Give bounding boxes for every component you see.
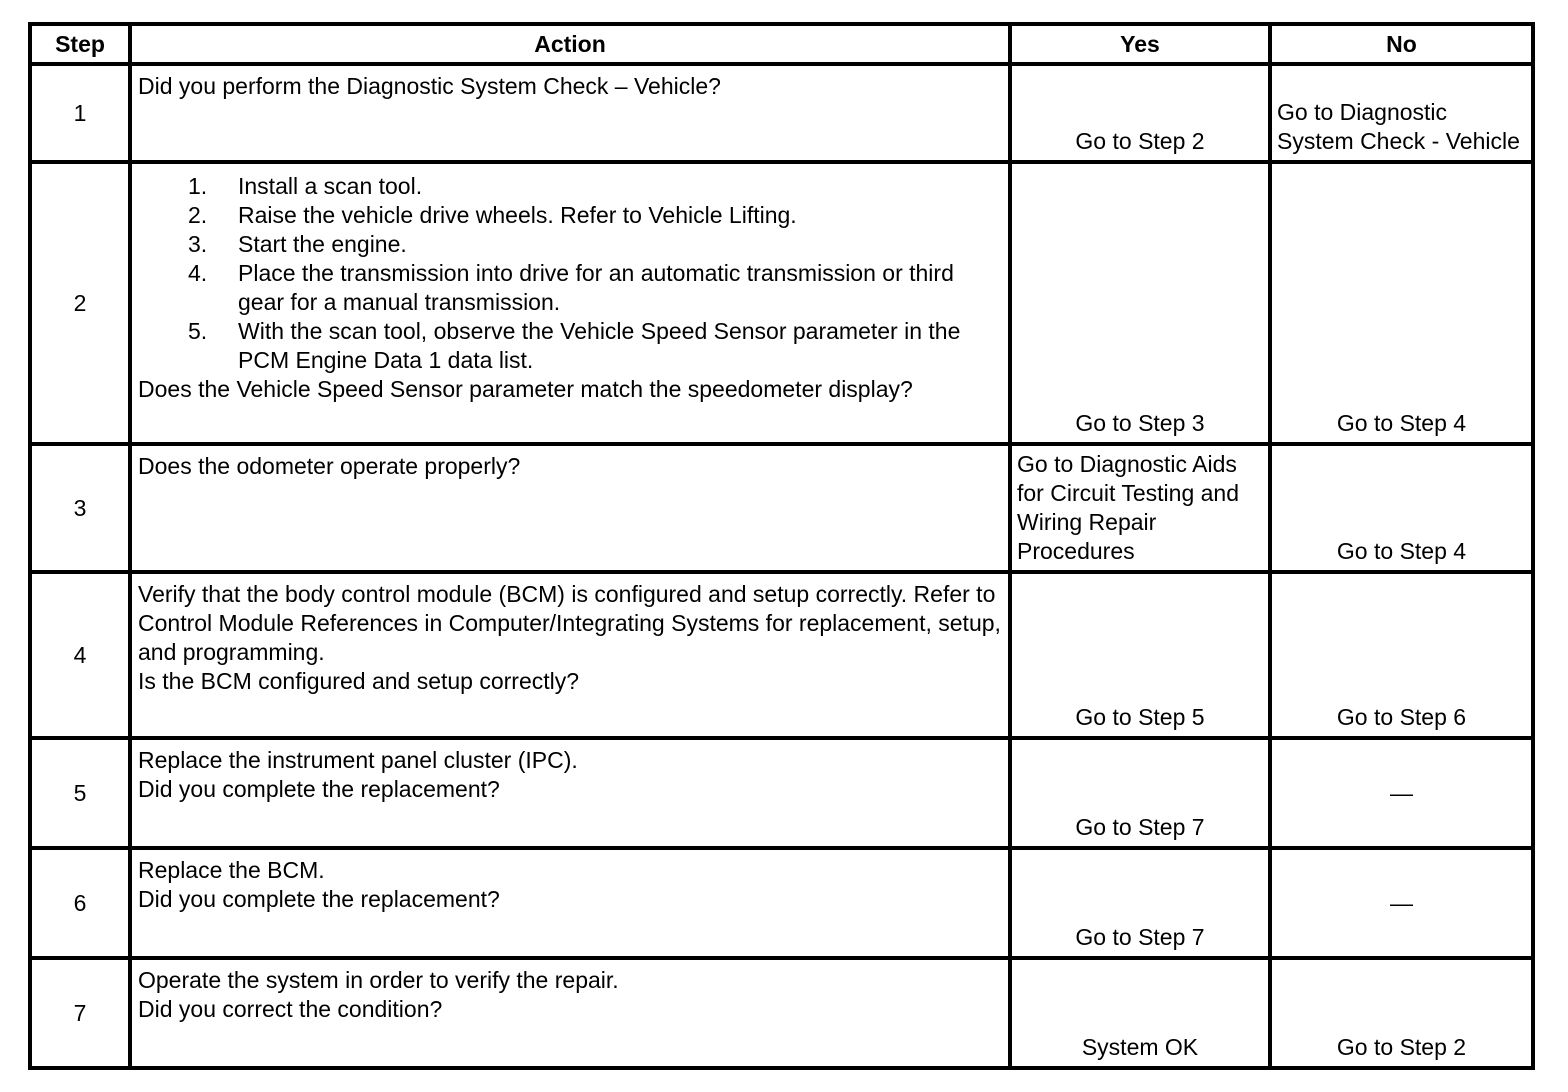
table-row: [30, 738, 1533, 848]
action-cell: [130, 444, 1010, 572]
action-question: Does the Vehicle Speed Sensor parameter match the speedometer display?: [138, 376, 913, 402]
action-cell: [130, 958, 1010, 1068]
no-cell: [1270, 572, 1533, 738]
action-text: Does the odometer operate properly?: [138, 453, 521, 479]
action-text: Operate the system in order to verify the repair.: [138, 967, 619, 993]
action-text: Did you perform the Diagnostic System Check – Vehicle?: [138, 73, 721, 99]
no-link[interactable]: Go to Step 6: [1336, 704, 1467, 730]
action-text: Verify that the body control module (BCM) is configured and setup correctly. Refer to Control Module References in Computer/Integrating Systems for replacement, setup, and programming.: [138, 581, 1001, 665]
step-number: 5: [30, 738, 130, 848]
step-number: 2: [30, 162, 130, 444]
yes-link[interactable]: Go to Diagnostic Aids for Circuit Testing and Wiring Repair Procedures: [1017, 451, 1240, 564]
list-item: 3. Start the engine.: [188, 231, 407, 257]
action-text: Replace the instrument panel cluster (IPC).: [138, 747, 578, 773]
yes-cell: [1010, 848, 1270, 958]
no-link[interactable]: Go to Diagnostic System Check - Vehicle: [1277, 99, 1520, 154]
procedure-list: [138, 172, 1002, 375]
list-item: 2. Raise the vehicle drive wheels. Refer to Vehicle Lifting.: [188, 202, 797, 228]
action-cell: [130, 738, 1010, 848]
table-row: [30, 848, 1533, 958]
list-item: 4. Place the transmission into drive for an automatic transmission or third gear for a manual transmission.: [188, 260, 954, 315]
yes-link[interactable]: Go to Step 3: [1075, 410, 1205, 436]
action-question: Did you complete the replacement?: [138, 776, 500, 802]
no-cell: [1270, 848, 1533, 958]
header-action: Action: [130, 24, 1010, 64]
no-value: —: [1390, 889, 1413, 916]
step-number: 7: [30, 958, 130, 1068]
step-number: 3: [30, 444, 130, 572]
no-cell: [1270, 64, 1533, 162]
no-cell: [1270, 958, 1533, 1068]
list-item: 1. Install a scan tool.: [188, 173, 423, 199]
list-item: 5. With the scan tool, observe the Vehicle Speed Sensor parameter in the PCM Engine Data 1 data list.: [188, 318, 961, 373]
table-row: [30, 162, 1533, 444]
no-cell: [1270, 162, 1533, 444]
header-no: No: [1270, 24, 1533, 64]
table-row: [30, 444, 1533, 572]
yes-cell: [1010, 64, 1270, 162]
action-question: Did you complete the replacement?: [138, 886, 500, 912]
yes-cell: [1010, 162, 1270, 444]
action-cell: [130, 848, 1010, 958]
diagnostic-table: [28, 22, 1535, 1070]
action-question: Did you correct the condition?: [138, 996, 443, 1022]
no-cell: [1270, 444, 1533, 572]
yes-link[interactable]: Go to Step 5: [1075, 704, 1205, 730]
yes-cell: [1010, 738, 1270, 848]
yes-link[interactable]: Go to Step 2: [1075, 128, 1205, 154]
yes-link[interactable]: System OK: [1081, 1034, 1199, 1060]
table-row: [30, 572, 1533, 738]
no-cell: [1270, 738, 1533, 848]
header-step: Step: [30, 24, 130, 64]
step-number: 6: [30, 848, 130, 958]
action-cell: [130, 572, 1010, 738]
header-row: [30, 24, 1533, 64]
no-link[interactable]: Go to Step 4: [1336, 538, 1467, 564]
no-value: —: [1390, 779, 1413, 806]
yes-link[interactable]: Go to Step 7: [1075, 814, 1205, 840]
action-cell: [130, 162, 1010, 444]
action-text: Replace the BCM.: [138, 857, 325, 883]
table-row: [30, 958, 1533, 1068]
step-number: 1: [30, 64, 130, 162]
action-cell: [130, 64, 1010, 162]
no-link[interactable]: Go to Step 2: [1336, 1034, 1467, 1060]
yes-cell: [1010, 572, 1270, 738]
no-link[interactable]: Go to Step 4: [1336, 410, 1467, 436]
action-question: Is the BCM configured and setup correctly?: [138, 668, 580, 694]
table-row: [30, 64, 1533, 162]
yes-link[interactable]: Go to Step 7: [1075, 924, 1205, 950]
yes-cell: [1010, 444, 1270, 572]
yes-cell: [1010, 958, 1270, 1068]
header-yes: Yes: [1010, 24, 1270, 64]
step-number: 4: [30, 572, 130, 738]
